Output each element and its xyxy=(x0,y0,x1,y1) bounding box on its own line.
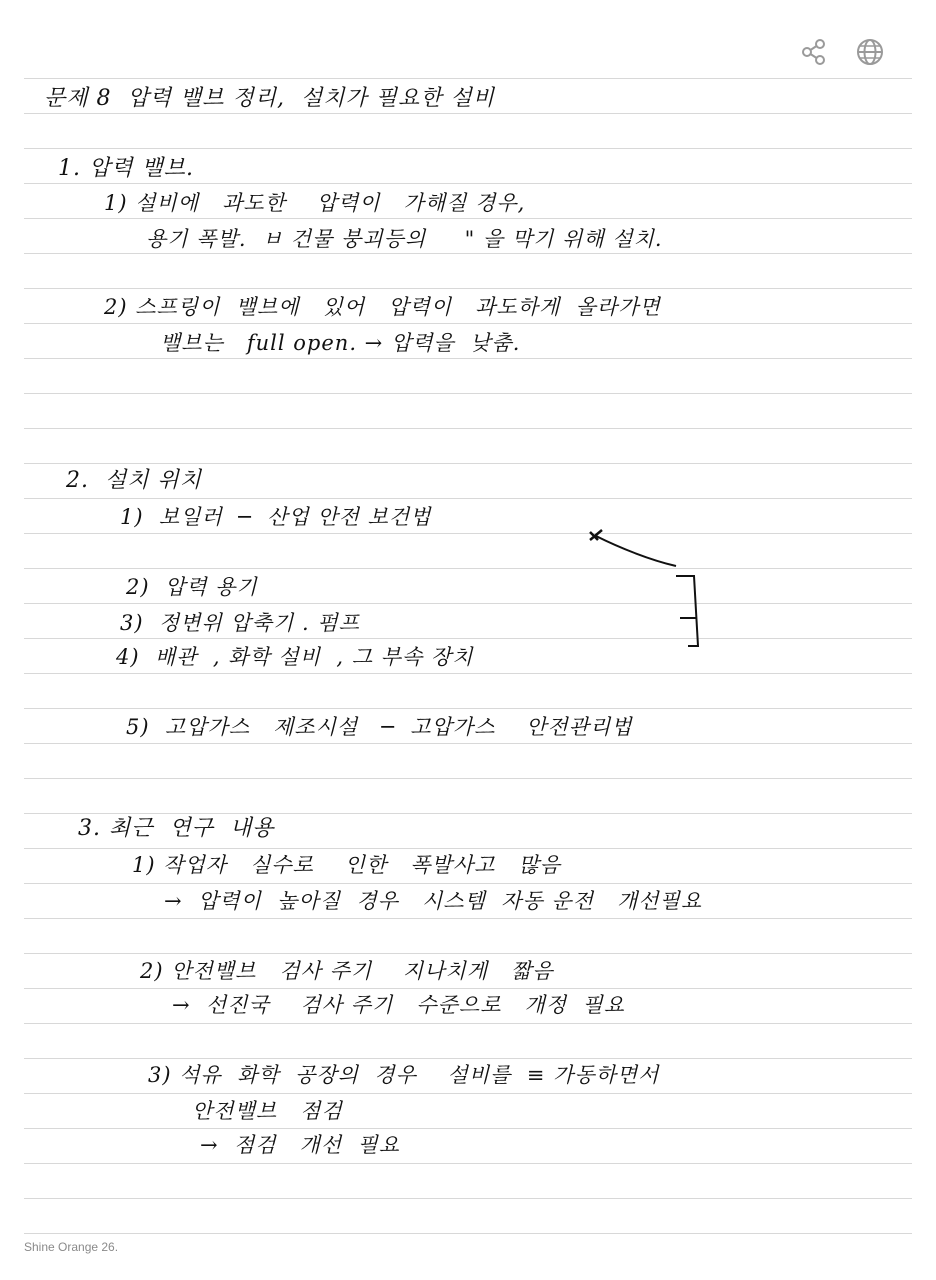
ruled-line xyxy=(24,708,912,709)
ruled-line xyxy=(24,953,912,954)
section1-item2-line2: 밸브는 full open. → 압력을 낮춤. xyxy=(160,331,521,355)
ruled-line xyxy=(24,918,912,919)
ruled-line xyxy=(24,1163,912,1164)
section1-item2-line1: 2) 스프링이 밸브에 있어 압력이 과도하게 올라가면 xyxy=(104,295,661,319)
ruled-line xyxy=(24,498,912,499)
section3-item3-line1: 3) 석유 화학 공장의 경우 설비를 ≡ 가동하면서 xyxy=(148,1063,660,1087)
ruled-line xyxy=(24,1058,912,1059)
ruled-line xyxy=(24,883,912,884)
ruled-line xyxy=(24,288,912,289)
section2-item3: 3) 정변위 압축기 . 펌프 xyxy=(120,611,360,635)
section3-item2-line2: → 선진국 검사 주기 수준으로 개정 필요 xyxy=(172,993,626,1017)
section1-item1-line1: 1) 설비에 과도한 압력이 가해질 경우, xyxy=(104,191,526,215)
ruled-line xyxy=(24,218,912,219)
section3-heading: 3. 최근 연구 내용 xyxy=(78,816,275,841)
ruled-line xyxy=(24,1023,912,1024)
ruled-line xyxy=(24,743,912,744)
section2-heading: 2. 설치 위치 xyxy=(66,468,202,493)
section3-item3-line3: → 점검 개선 필요 xyxy=(200,1133,401,1157)
ruled-line xyxy=(24,603,912,604)
ruled-line xyxy=(24,638,912,639)
ruled-line xyxy=(24,673,912,674)
section3-item1-line1: 1) 작업자 실수로 인한 폭발사고 많음 xyxy=(132,853,562,877)
share-icon[interactable] xyxy=(798,36,830,68)
ruled-line xyxy=(24,568,912,569)
section2-item2: 2) 압력 용기 xyxy=(126,575,258,599)
ruled-line xyxy=(24,78,912,79)
ruled-line xyxy=(24,1128,912,1129)
ruled-line xyxy=(24,428,912,429)
section2-item5: 5) 고압가스 제조시설 ─ 고압가스 안전관리법 xyxy=(126,715,633,739)
bracket-arrow-icon xyxy=(580,520,720,660)
globe-icon[interactable] xyxy=(854,36,886,68)
footer-brand: Shine Orange 26. xyxy=(24,1240,119,1254)
ruled-line xyxy=(24,778,912,779)
ruled-line xyxy=(24,1093,912,1094)
top-toolbar xyxy=(798,36,886,68)
section3-item2-line1: 2) 안전밸브 검사 주기 지나치게 짧음 xyxy=(140,959,554,983)
ruled-line xyxy=(24,848,912,849)
section1-heading: 1. 압력 밸브. xyxy=(58,156,194,181)
note-title: 문제 8 압력 밸브 정리, 설치가 필요한 설비 xyxy=(44,86,495,111)
ruled-line xyxy=(24,358,912,359)
share-icon-graphic xyxy=(799,37,829,67)
section3-item3-line2: 안전밸브 점검 xyxy=(192,1099,343,1123)
ruled-line xyxy=(24,148,912,149)
section2-item4: 4) 배관 , 화학 설비 , 그 부속 장치 xyxy=(116,645,474,669)
ruled-line xyxy=(24,988,912,989)
ruled-line xyxy=(24,393,912,394)
ruled-line xyxy=(24,463,912,464)
ruled-line xyxy=(24,1198,912,1199)
ruled-line xyxy=(24,533,912,534)
section3-item1-line2: → 압력이 높아질 경우 시스템 자동 운전 개선필요 xyxy=(164,889,703,913)
section2-item1: 1) 보일러 ─ 산업 안전 보건법 xyxy=(120,505,432,529)
globe-icon-graphic xyxy=(855,37,885,67)
ruled-line xyxy=(24,1233,912,1234)
ruled-line xyxy=(24,323,912,324)
section1-item1-line2: 용기 폭발. ㅂ 건물 붕괴등의 " 을 막기 위해 설치. xyxy=(146,227,663,251)
